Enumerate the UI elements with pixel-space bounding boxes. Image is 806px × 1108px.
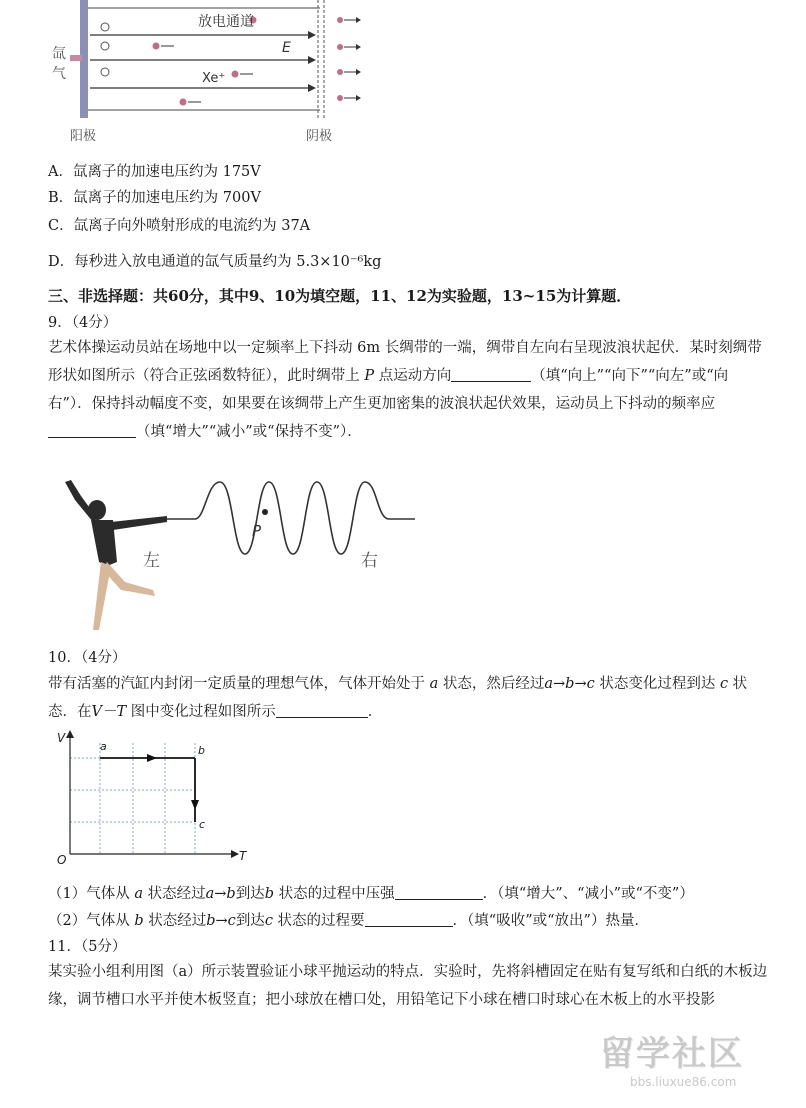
origin-label: O: [57, 853, 67, 867]
watermark: [600, 1026, 800, 1106]
anode-label: 阳极: [70, 129, 97, 144]
v-label: V: [57, 731, 66, 745]
channel-label: 放电通道: [198, 14, 254, 30]
q11-text: 某实验小组利用图（a）所示装置验证小球平抛运动的特点．实验时，先将斜槽固定在贴有复写纸和白纸的木板边缘，调节槽口水平并使木板竖直；把小球放在槽口处，用铅笔记下小球在槽口时球心在木板上的水平投影: [48, 964, 768, 1008]
gas-label-1: 氙: [52, 46, 66, 62]
neutral-atom-icon: [101, 68, 109, 76]
field-arrowhead: [308, 31, 316, 39]
q10-number: 10．（4分）: [48, 650, 127, 666]
q10-text: 带有活塞的汽缸内封闭一定质量的理想气体，气体开始处于 a 状态，然后经过a→b→c 状态变化过程到达 c 状态．在V－T 图中变化过程如图所示 ．: [48, 676, 748, 720]
field-arrowhead: [308, 56, 316, 64]
ribbon-wave: [167, 482, 415, 554]
ion-icon: [180, 99, 187, 106]
t-label: T: [239, 849, 247, 863]
gas-label-2: 气: [52, 66, 66, 82]
point-p-marker: [262, 509, 268, 515]
t-axis-arrow: [231, 850, 239, 858]
section-heading: 三、非选择题：共60分，其中9、10为填空题，11、12为实验题，13~15为计算题．: [48, 287, 632, 305]
process-a-b-arrow: [147, 754, 157, 762]
q10-sub1: （1）气体从 a 状态经过a→b到达b 状态的过程中压强 ．（填“增大”、“减小”或“不变”）: [48, 886, 694, 902]
watermark-url: bbs.liuxue86.com: [630, 1075, 737, 1089]
q9-text: 艺术体操运动员站在场地中以一定频率上下抖动 6m 长绸带的一端，绸带自左向右呈现波浪状起伏．某时刻绸带形状如图所示（符合正弦函数特征），此时绸带上 P 点运动方向 （填“向上”“向下”“向左”或“向右”）．保持抖动幅度不变，如果要在该绸带上产生更加密集的波浪状起伏效果，运动员上下抖动的频率应（填“增大”“减小”或“保持不变”）．: [48, 340, 762, 440]
q9-number: 9．（4分）: [48, 315, 118, 331]
option-b: B．氙离子的加速电压约为 700V: [48, 190, 261, 206]
grid: [70, 743, 195, 854]
thruster-figure: [50, 0, 380, 150]
q9-answer-blank-2[interactable]: [48, 423, 136, 438]
q10-sub2: （2）气体从 b 状态经过b→c到达c 状态的过程要 ．（填“吸收”或“放出”）热量．: [48, 913, 649, 929]
v-axis-arrow: [66, 730, 74, 738]
ion-label: Xe⁺: [202, 71, 226, 86]
q10-answer-blank[interactable]: [276, 703, 368, 718]
process-b-c-arrow: [191, 800, 199, 810]
vt-diagram: [55, 728, 255, 868]
right-label: 右: [361, 551, 378, 571]
ion-icon: [153, 43, 160, 50]
left-label: 左: [143, 551, 160, 571]
option-a: A．氙离子的加速电压约为 175V: [48, 164, 261, 180]
ribbon-figure: [55, 462, 425, 632]
q11-number: 11．（5分）: [48, 939, 127, 955]
q10-sub1-blank[interactable]: [395, 885, 483, 900]
ion-icon: [232, 71, 239, 78]
q9-answer-blank-1[interactable]: [451, 367, 531, 382]
state-b-label: b: [198, 744, 205, 757]
cathode-label: 阴极: [306, 129, 333, 144]
option-d: D．每秒进入放电通道的氙气质量约为 5.3×10⁻⁶kg: [48, 254, 382, 270]
field-arrowhead: [308, 84, 316, 92]
neutral-atom-icon: [101, 23, 109, 31]
option-c: C．氙离子向外喷射形成的电流约为 37A: [48, 218, 311, 234]
watermark-main: 留学社区: [600, 1034, 744, 1074]
state-c-label: c: [199, 818, 206, 831]
point-p-label: P: [252, 522, 262, 540]
state-a-label: a: [100, 740, 107, 753]
q10-sub2-blank[interactable]: [365, 912, 453, 927]
gas-inlet-tube: [70, 55, 82, 61]
ejected-ions: [337, 17, 361, 101]
neutral-atom-icon: [101, 42, 109, 50]
field-label: E: [282, 40, 291, 56]
